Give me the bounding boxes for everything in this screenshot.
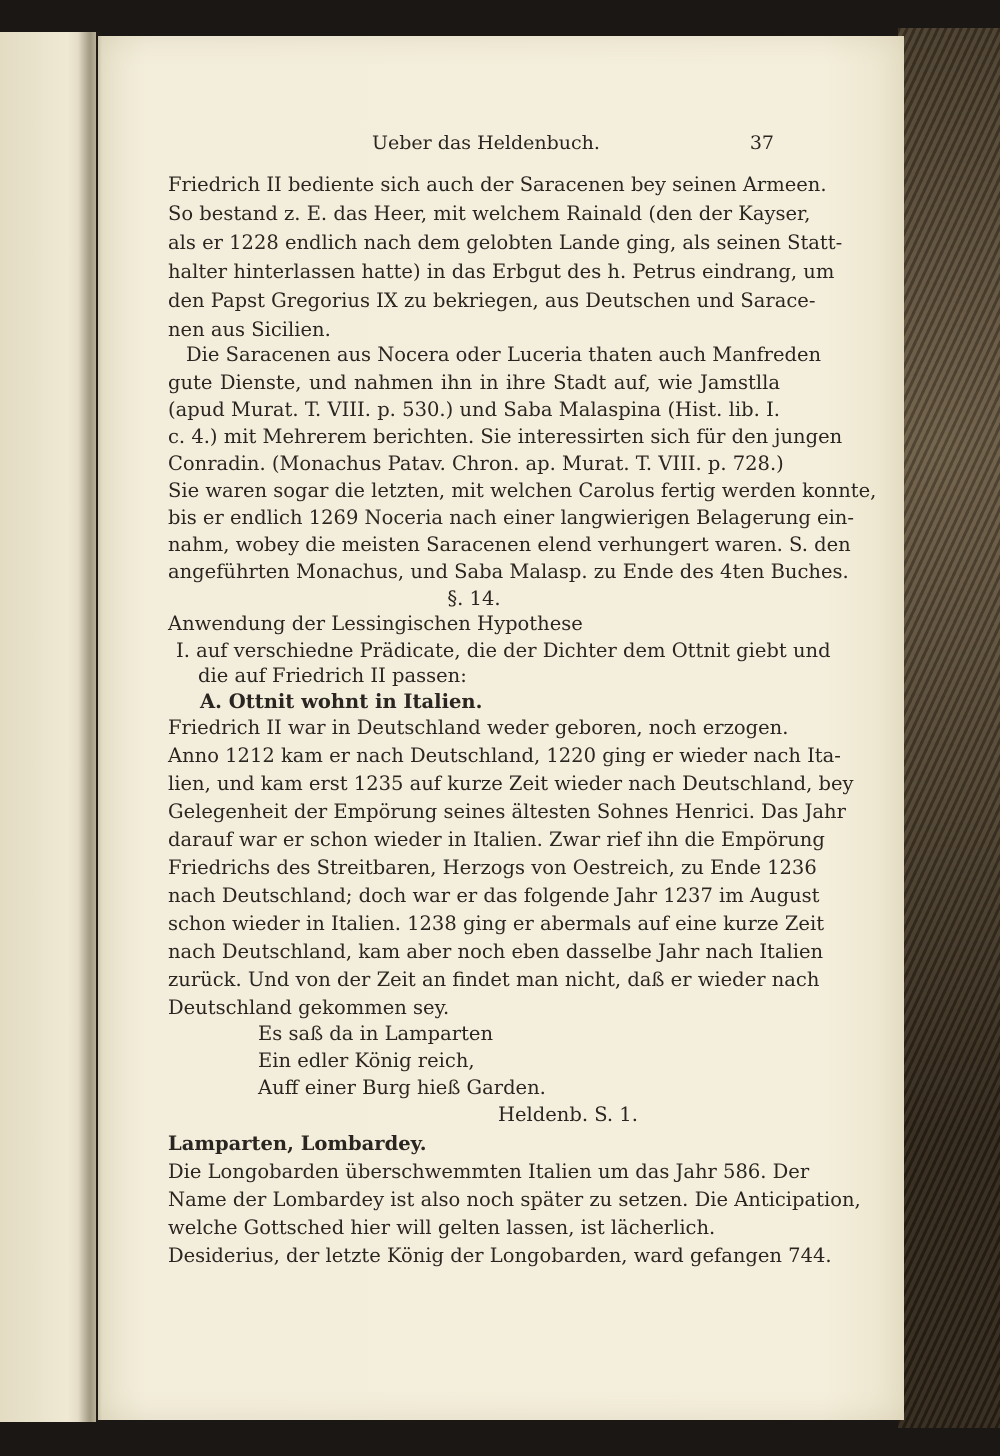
text-line: lien, und kam erst 1235 auf kurze Zeit wieder nach Deutschland, bey [168,772,854,795]
text-line: Die Saracenen aus Nocera oder Luceria thaten auch Manfreden [186,343,822,366]
text-line: Gelegenheit der Empörung seines ältesten Sohnes Henrici. Das Jahr [168,800,846,823]
verse-line: Auff einer Burg hieß Garden. [258,1076,546,1099]
text-line: Friedrich II war in Deutschland weder geboren, noch erzogen. [168,716,789,739]
text-line: Deutschland gekommen sey. [168,996,450,1019]
text-line: Conradin. (Monachus Patav. Chron. ap. Murat. T. VIII. p. 728.) [168,452,784,475]
running-header [168,132,780,156]
text-line: den Papst Gregorius IX zu bekriegen, aus Deutschen und Sarace- [168,289,816,312]
text-line: angeführten Monachus, und Saba Malasp. zu Ende des 4ten Buches. [168,560,849,583]
text-line: nen aus Sicilien. [168,318,331,341]
text-line: zurück. Und von der Zeit an findet man nicht, daß er wieder nach [168,968,820,991]
text-line: als er 1228 endlich nach dem gelobten Lande ging, als seinen Statt- [168,231,843,254]
text-line: (apud Murat. T. VIII. p. 530.) und Saba Malaspina (Hist. lib. I. [168,398,780,421]
book-gutter [78,32,102,1422]
text-line: Anno 1212 kam er nach Deutschland, 1220 ging er wieder nach Ita- [168,744,841,767]
text-line: Friedrich II bediente sich auch der Saracenen bey seinen Armeen. [168,173,827,196]
text-line: halter hinterlassen hatte) in das Erbgut des h. Petrus eindrang, um [168,260,835,283]
text-line: nach Deutschland; doch war er das folgende Jahr 1237 im August [168,884,820,907]
text-line: Desiderius, der letzte König der Longobarden, ward gefangen 744. [168,1244,832,1267]
text-line: Die Longobarden überschwemmten Italien um das Jahr 586. Der [168,1160,810,1183]
text-line: c. 4.) mit Mehrerem berichten. Sie interessirten sich für den jungen [168,425,843,448]
text-line: Lamparten, Lombardey. [168,1132,427,1155]
book-cover-edge [898,28,1000,1428]
section-title: Anwendung der Lessingischen Hypothese [168,612,583,635]
text-line: I. auf verschiedne Prädicate, die der Dichter dem Ottnit giebt und [176,639,831,662]
verse-source: Heldenb. S. 1. [498,1103,638,1126]
text-line: Friedrichs des Streitbaren, Herzogs von Oestreich, zu Ende 1236 [168,856,817,879]
page-number: 37 [749,132,774,154]
text-line: bis er endlich 1269 Noceria nach einer langwierigen Belagerung ein- [168,506,854,529]
verse-line: Ein edler König reich, [258,1049,475,1072]
verse-line: Es saß da in Lamparten [258,1022,494,1045]
text-line: So bestand z. E. das Heer, mit welchem Rainald (den der Kayser, [168,202,811,225]
text-line: schon wieder in Italien. 1238 ging er abermals auf eine kurze Zeit [168,912,825,935]
text-line: nahm, wobey die meisten Saracenen elend verhungert waren. S. den [168,533,851,556]
section-heading: §. 14. [447,587,501,610]
text-line: Sie waren sogar die letzten, mit welchen Carolus fertig werden konnte, [168,479,877,502]
text-line: gute Dienste, und nahmen ihn in ihre Stadt auf, wie Jamstlla [168,371,780,394]
text-line: darauf war er schon wieder in Italien. Zwar rief ihn die Empörung [168,828,825,851]
text-line: die auf Friedrich II passen: [198,664,467,687]
text-line: welche Gottsched hier will gelten lassen, ist lächerlich. [168,1216,716,1239]
text-line: Name der Lombardey ist also noch später zu setzen. Die Anticipation, [168,1188,861,1211]
text-line: nach Deutschland, kam aber noch eben dasselbe Jahr nach Italien [168,940,824,963]
running-title: Ueber das Heldenbuch. [372,132,600,154]
subsection-heading: A. Ottnit wohnt in Italien. [200,690,483,713]
